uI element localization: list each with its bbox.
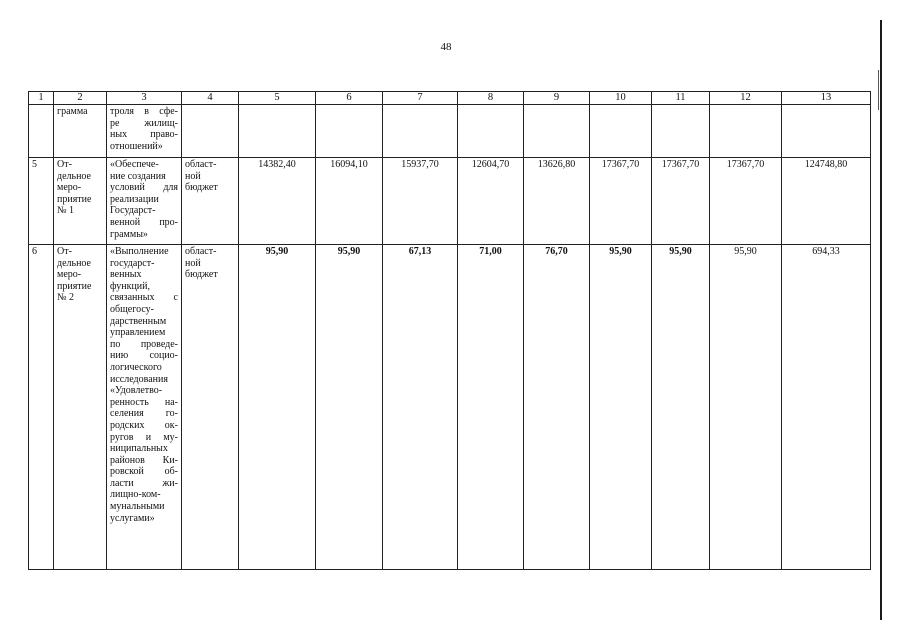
- text-line: дарственным: [110, 315, 167, 327]
- cell-value: 67,13: [383, 245, 458, 570]
- cell-value: 124748,80: [782, 158, 871, 245]
- cell-value: [590, 105, 652, 158]
- budget-table: [28, 91, 871, 570]
- cell-value: 14382,40: [239, 158, 316, 245]
- text-line: приятие: [57, 193, 92, 205]
- header-cell: 11: [652, 92, 710, 105]
- header-cell: 10: [590, 92, 652, 105]
- header-cell: 2: [54, 92, 107, 105]
- cell-value: 17367,70: [710, 158, 782, 245]
- text-line: исследования: [110, 373, 168, 385]
- text-line: ниципальных: [110, 443, 168, 455]
- cell-value: 16094,10: [316, 158, 383, 245]
- text-line: родских ок-: [110, 419, 178, 431]
- cell-value: 95,90: [590, 245, 652, 570]
- text-line: управлением: [110, 327, 166, 339]
- text-line: ругов и му-: [110, 431, 178, 443]
- text-line: приятие: [57, 280, 92, 292]
- text-line: ренность на-: [110, 396, 178, 408]
- cell-value: 95,90: [652, 245, 710, 570]
- text-line: ре жилищ-: [110, 117, 178, 129]
- text-line: мунальными: [110, 501, 165, 513]
- text-line: бюджет: [185, 182, 218, 194]
- cell-value: 95,90: [710, 245, 782, 570]
- cell-source: [182, 245, 239, 570]
- text-line: ние создания: [110, 170, 166, 182]
- cell-value: 15937,70: [383, 158, 458, 245]
- cell-value: 13626,80: [524, 158, 590, 245]
- text-line: венной про-: [110, 216, 178, 228]
- text-line: меро-: [57, 182, 82, 194]
- text-line: ласти жи-: [110, 477, 178, 489]
- text-line: От-: [57, 246, 72, 257]
- text-line: област-: [185, 246, 217, 257]
- text-line: общегосу-: [110, 303, 154, 315]
- text-line: дельное: [57, 170, 91, 182]
- cell-value: 17367,70: [590, 158, 652, 245]
- cell-source: [182, 105, 239, 158]
- text-line: № 2: [57, 292, 75, 304]
- header-row: [29, 92, 871, 105]
- cell-value: 12604,70: [458, 158, 524, 245]
- cell-value: [458, 105, 524, 158]
- cell-name: [54, 158, 107, 245]
- header-cell: 9: [524, 92, 590, 105]
- text-line: област-: [185, 159, 217, 170]
- cell-value: [239, 105, 316, 158]
- cell-value: [782, 105, 871, 158]
- cell-value: 76,70: [524, 245, 590, 570]
- header-cell: 3: [107, 92, 182, 105]
- cell-num: [29, 105, 54, 158]
- cell-value: 95,90: [316, 245, 383, 570]
- cell-name: [54, 245, 107, 570]
- cell-value: 71,00: [458, 245, 524, 570]
- text-line: «Обеспече-: [110, 159, 159, 170]
- table-row: [29, 245, 871, 570]
- cell-description: [107, 245, 182, 570]
- text-line: граммы»: [110, 228, 148, 240]
- text-line: государст-: [110, 257, 155, 269]
- cell-value: [383, 105, 458, 158]
- cell-num: 6: [29, 245, 54, 570]
- cell-value: 95,90: [239, 245, 316, 570]
- header-cell: 5: [239, 92, 316, 105]
- page-edge-line: [880, 20, 882, 620]
- text-line: троля в сфе-: [110, 106, 178, 117]
- cell-value: 17367,70: [652, 158, 710, 245]
- text-line: ной: [185, 170, 201, 182]
- cell-name: [54, 105, 107, 158]
- header-cell: 8: [458, 92, 524, 105]
- text-line: венных: [110, 269, 142, 281]
- text-line: ных право-: [110, 129, 178, 141]
- text-line: «Удовлетво-: [110, 385, 163, 397]
- text-line: отношений»: [110, 140, 163, 152]
- text-line: № 1: [57, 205, 75, 217]
- text-line: связанных с: [110, 292, 178, 304]
- text-line: дельное: [57, 257, 91, 269]
- cell-value: [524, 105, 590, 158]
- text-line: реализации: [110, 193, 159, 205]
- text-line: районов Ки-: [110, 454, 178, 466]
- page-edge-mark: [878, 70, 879, 110]
- text-line: нию социо-: [110, 350, 178, 362]
- header-cell: 4: [182, 92, 239, 105]
- text-line: От-: [57, 159, 72, 170]
- page-number: 48: [440, 41, 452, 53]
- cell-value: [316, 105, 383, 158]
- header-cell: 13: [782, 92, 871, 105]
- continuation-row: [29, 105, 871, 158]
- cell-value: 694,33: [782, 245, 871, 570]
- text-line: ной: [185, 257, 201, 269]
- cell-description: [107, 105, 182, 158]
- header-cell: 7: [383, 92, 458, 105]
- header-cell: 1: [29, 92, 54, 105]
- text-line: грамма: [57, 106, 88, 117]
- text-line: бюджет: [185, 269, 218, 281]
- text-line: услугами»: [110, 512, 155, 524]
- text-line: Государст-: [110, 205, 156, 217]
- text-line: ровской об-: [110, 466, 178, 478]
- cell-value: [710, 105, 782, 158]
- cell-value: [652, 105, 710, 158]
- text-line: меро-: [57, 269, 82, 281]
- text-line: селения го-: [110, 408, 178, 420]
- cell-source: [182, 158, 239, 245]
- header-cell: 6: [316, 92, 383, 105]
- text-line: лищно-ком-: [110, 489, 161, 501]
- text-line: логического: [110, 361, 162, 373]
- text-line: по проведе-: [110, 338, 178, 350]
- cell-num: 5: [29, 158, 54, 245]
- cell-description: [107, 158, 182, 245]
- text-line: условий для: [110, 182, 178, 194]
- table-row: [29, 158, 871, 245]
- text-line: функций,: [110, 280, 150, 292]
- text-line: «Выполнение: [110, 246, 169, 257]
- header-cell: 12: [710, 92, 782, 105]
